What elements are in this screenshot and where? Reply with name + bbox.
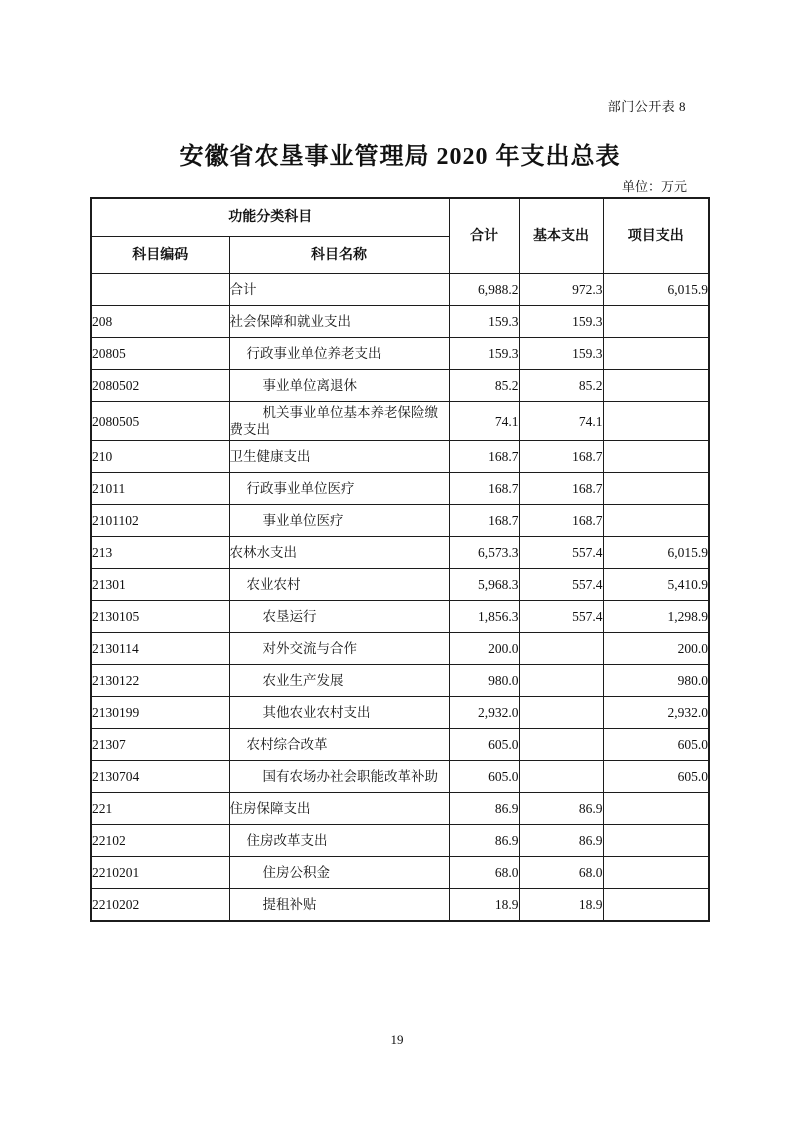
total-cell: 5,968.3 xyxy=(449,569,519,601)
basic-expenditure-cell: 86.9 xyxy=(519,793,603,825)
subject-code-cell: 213 xyxy=(91,537,229,569)
total-cell: 2,932.0 xyxy=(449,697,519,729)
table-row xyxy=(91,761,709,793)
total-cell: 605.0 xyxy=(449,729,519,761)
subject-name-cell: 住房改革支出 xyxy=(229,825,449,857)
project-expenditure-cell xyxy=(603,306,709,338)
project-expenditure-cell: 605.0 xyxy=(603,729,709,761)
project-expenditure-cell xyxy=(603,889,709,922)
subject-code-cell: 2130199 xyxy=(91,697,229,729)
table-row xyxy=(91,825,709,857)
subject-code-cell: 2130704 xyxy=(91,761,229,793)
subject-code-cell: 2080505 xyxy=(91,402,229,441)
total-cell: 980.0 xyxy=(449,665,519,697)
table-row xyxy=(91,274,709,306)
total-cell: 18.9 xyxy=(449,889,519,922)
basic-expenditure-cell: 557.4 xyxy=(519,569,603,601)
table-row xyxy=(91,569,709,601)
subject-name-cell: 住房公积金 xyxy=(229,857,449,889)
total-cell: 159.3 xyxy=(449,338,519,370)
project-expenditure-cell xyxy=(603,857,709,889)
table-row xyxy=(91,441,709,473)
project-expenditure-cell xyxy=(603,338,709,370)
basic-expenditure-cell: 168.7 xyxy=(519,473,603,505)
total-cell: 86.9 xyxy=(449,793,519,825)
basic-expenditure-cell xyxy=(519,729,603,761)
basic-expenditure-cell: 557.4 xyxy=(519,537,603,569)
table-row xyxy=(91,633,709,665)
table-row xyxy=(91,370,709,402)
subject-name-cell: 农垦运行 xyxy=(229,601,449,633)
project-expenditure-cell: 200.0 xyxy=(603,633,709,665)
project-expenditure-cell xyxy=(603,793,709,825)
total-cell: 86.9 xyxy=(449,825,519,857)
table-row xyxy=(91,402,709,441)
subject-code-cell: 221 xyxy=(91,793,229,825)
total-cell: 68.0 xyxy=(449,857,519,889)
project-expenditure-cell xyxy=(603,402,709,441)
total-cell: 168.7 xyxy=(449,473,519,505)
project-expenditure-cell: 1,298.9 xyxy=(603,601,709,633)
total-cell: 605.0 xyxy=(449,761,519,793)
project-expenditure-cell xyxy=(603,441,709,473)
subject-code-cell: 21011 xyxy=(91,473,229,505)
header-row-group xyxy=(91,198,709,237)
subject-code-cell: 2101102 xyxy=(91,505,229,537)
subject-name-cell: 社会保障和就业支出 xyxy=(229,306,449,338)
table-row xyxy=(91,505,709,537)
table-row xyxy=(91,338,709,370)
page-title: 安徽省农垦事业管理局 2020 年支出总表 xyxy=(179,144,621,170)
table-row xyxy=(91,537,709,569)
subject-code-cell: 210 xyxy=(91,441,229,473)
header-function-category: 功能分类科目 xyxy=(91,198,449,237)
subject-code-cell: 21301 xyxy=(91,569,229,601)
unit-label: 单位：万元 xyxy=(621,179,687,194)
subject-name-cell: 机关事业单位基本养老保险缴费支出 xyxy=(229,402,449,441)
basic-expenditure-cell: 86.9 xyxy=(519,825,603,857)
basic-expenditure-cell: 74.1 xyxy=(519,402,603,441)
subject-name-cell: 农业农村 xyxy=(229,569,449,601)
total-cell: 168.7 xyxy=(449,441,519,473)
table-row xyxy=(91,793,709,825)
basic-expenditure-cell xyxy=(519,761,603,793)
subject-code-cell: 2130122 xyxy=(91,665,229,697)
header-project-expenditure: 项目支出 xyxy=(603,198,709,274)
corner-table-label: 部门公开表 8 xyxy=(607,99,686,114)
header-basic-expenditure: 基本支出 xyxy=(519,198,603,274)
basic-expenditure-cell: 159.3 xyxy=(519,338,603,370)
project-expenditure-cell: 605.0 xyxy=(603,761,709,793)
basic-expenditure-cell: 85.2 xyxy=(519,370,603,402)
subject-code-cell: 2080502 xyxy=(91,370,229,402)
subject-name-cell: 卫生健康支出 xyxy=(229,441,449,473)
total-cell: 168.7 xyxy=(449,505,519,537)
total-cell: 1,856.3 xyxy=(449,601,519,633)
subject-name-cell: 农村综合改革 xyxy=(229,729,449,761)
subject-name-cell: 住房保障支出 xyxy=(229,793,449,825)
project-expenditure-cell: 2,932.0 xyxy=(603,697,709,729)
total-cell: 6,988.2 xyxy=(449,274,519,306)
subject-name-cell: 对外交流与合作 xyxy=(229,633,449,665)
basic-expenditure-cell: 972.3 xyxy=(519,274,603,306)
page-number: 19 xyxy=(390,1032,404,1047)
header-total: 合计 xyxy=(449,198,519,274)
basic-expenditure-cell: 168.7 xyxy=(519,505,603,537)
subject-code-cell xyxy=(91,274,229,306)
table-row xyxy=(91,306,709,338)
subject-code-cell: 208 xyxy=(91,306,229,338)
basic-expenditure-cell: 168.7 xyxy=(519,441,603,473)
basic-expenditure-cell xyxy=(519,633,603,665)
subject-name-cell: 事业单位医疗 xyxy=(229,505,449,537)
subject-name-cell: 合计 xyxy=(229,274,449,306)
subject-code-cell: 2130114 xyxy=(91,633,229,665)
table-row xyxy=(91,729,709,761)
subject-code-cell: 2130105 xyxy=(91,601,229,633)
subject-code-cell: 21307 xyxy=(91,729,229,761)
project-expenditure-cell: 980.0 xyxy=(603,665,709,697)
header-subject-code: 科目编码 xyxy=(91,237,229,274)
subject-code-cell: 20805 xyxy=(91,338,229,370)
subject-name-cell: 农业生产发展 xyxy=(229,665,449,697)
table-row xyxy=(91,601,709,633)
subject-name-cell: 行政事业单位养老支出 xyxy=(229,338,449,370)
project-expenditure-cell xyxy=(603,370,709,402)
table-row xyxy=(91,473,709,505)
project-expenditure-cell xyxy=(603,825,709,857)
subject-name-cell: 行政事业单位医疗 xyxy=(229,473,449,505)
basic-expenditure-cell: 18.9 xyxy=(519,889,603,922)
table-row xyxy=(91,857,709,889)
project-expenditure-cell xyxy=(603,505,709,537)
total-cell: 159.3 xyxy=(449,306,519,338)
project-expenditure-cell: 5,410.9 xyxy=(603,569,709,601)
total-cell: 6,573.3 xyxy=(449,537,519,569)
subject-name-cell: 其他农业农村支出 xyxy=(229,697,449,729)
subject-code-cell: 2210202 xyxy=(91,889,229,922)
table-row xyxy=(91,665,709,697)
subject-name-cell: 事业单位离退休 xyxy=(229,370,449,402)
total-cell: 74.1 xyxy=(449,402,519,441)
header-subject-name: 科目名称 xyxy=(229,237,449,274)
total-cell: 85.2 xyxy=(449,370,519,402)
expenditure-summary-table xyxy=(90,197,710,922)
subject-name-cell: 提租补贴 xyxy=(229,889,449,922)
basic-expenditure-cell xyxy=(519,665,603,697)
basic-expenditure-cell xyxy=(519,697,603,729)
table-row xyxy=(91,697,709,729)
project-expenditure-cell: 6,015.9 xyxy=(603,537,709,569)
total-cell: 200.0 xyxy=(449,633,519,665)
basic-expenditure-cell: 159.3 xyxy=(519,306,603,338)
table-row xyxy=(91,889,709,922)
basic-expenditure-cell: 68.0 xyxy=(519,857,603,889)
subject-code-cell: 22102 xyxy=(91,825,229,857)
project-expenditure-cell: 6,015.9 xyxy=(603,274,709,306)
subject-name-cell: 农林水支出 xyxy=(229,537,449,569)
basic-expenditure-cell: 557.4 xyxy=(519,601,603,633)
project-expenditure-cell xyxy=(603,473,709,505)
subject-name-cell: 国有农场办社会职能改革补助 xyxy=(229,761,449,793)
subject-code-cell: 2210201 xyxy=(91,857,229,889)
